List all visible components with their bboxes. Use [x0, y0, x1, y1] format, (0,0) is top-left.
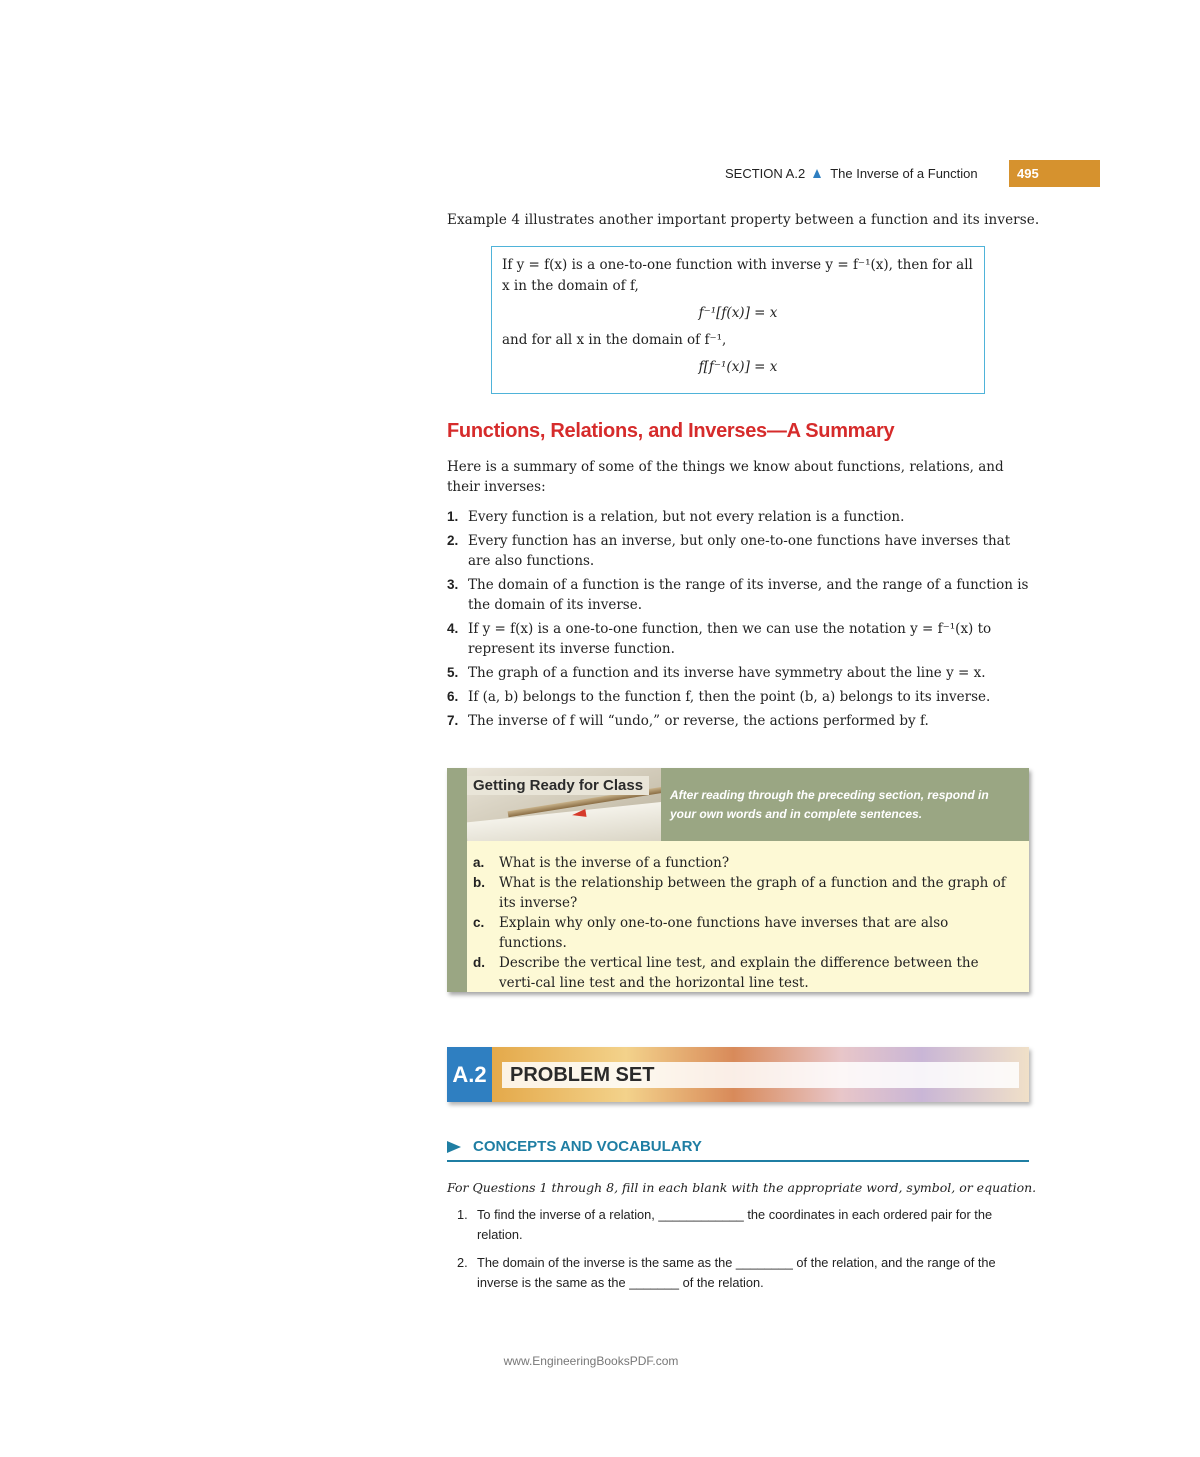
item-text: Every function is a relation, but not every relation is a function.	[468, 509, 905, 525]
summary-intro: Here is a summary of some of the things we know about functions, relations, and their inverses:	[447, 459, 1004, 495]
item-text: Every function has an inverse, but only one-to-one functions have inverses that are also functions.	[468, 533, 1011, 569]
concepts-heading	[447, 1133, 1029, 1162]
item-number: 5.	[447, 665, 459, 680]
problem-set-title: PROBLEM SET	[510, 1064, 655, 1086]
item-number: 4.	[447, 621, 459, 636]
list-item	[457, 1205, 1027, 1245]
list-item	[473, 873, 1029, 913]
item-number: 1.	[447, 509, 459, 524]
getting-ready-box	[447, 768, 1029, 992]
list-item	[447, 619, 1032, 659]
summary-heading: Functions, Relations, and Inverses—A Summary	[447, 420, 895, 442]
theorem-equation-2: f[f⁻¹(x)] = x	[698, 359, 778, 375]
instructions: For Questions 1 through 8, fill in each blank with the appropriate word, symbol, or equation.	[447, 1180, 1037, 1195]
item-text: The inverse of f will “undo,” or reverse, the actions performed by f.	[468, 713, 929, 729]
item-letter: c.	[473, 915, 485, 930]
getting-ready-title: Getting Ready for Class	[467, 776, 649, 795]
list-item	[473, 953, 1029, 993]
list-item	[447, 687, 1032, 707]
item-text: What is the relationship between the graph of a function and the graph of its inverse?	[499, 875, 1006, 911]
section-label: SECTION A.2	[725, 166, 806, 181]
item-number: 7.	[447, 713, 459, 728]
problem-text: The domain of the inverse is the same as the ________ of the relation, and the range of the inverse is the same as the _______ of the relation.	[477, 1255, 996, 1290]
item-text: The domain of a function is the range of its inverse, and the range of a function is the domain of its inverse.	[468, 577, 1029, 613]
list-item	[447, 575, 1032, 615]
page-number: 495	[1009, 160, 1100, 187]
concepts-heading-text: CONCEPTS AND VOCABULARY	[473, 1138, 702, 1155]
item-letter: b.	[473, 875, 485, 890]
item-number: 2.	[447, 533, 459, 548]
section-title: The Inverse of a Function	[830, 166, 978, 181]
problem-text: To find the inverse of a relation, ____________ the coordinates in each ordered pair for the relation.	[477, 1207, 993, 1242]
list-item	[447, 531, 1032, 571]
problem-number: 1.	[457, 1207, 468, 1222]
problem-list	[457, 1205, 1027, 1301]
item-text: Describe the vertical line test, and explain the difference between the verti-cal line test and the horizontal line test.	[499, 955, 979, 991]
list-item	[447, 711, 1032, 731]
theorem-box	[491, 246, 985, 394]
running-header	[725, 160, 1100, 187]
side-bar	[447, 841, 467, 992]
list-item	[457, 1253, 1027, 1293]
list-item	[447, 663, 1032, 683]
problem-number: 2.	[457, 1255, 468, 1270]
list-item	[473, 913, 1029, 953]
theorem-equation-1: f⁻¹[f(x)] = x	[698, 305, 778, 321]
intro-paragraph: Example 4 illustrates another important property between a function and its inverse.	[447, 212, 1040, 228]
theorem-line-2: and for all x in the domain of f⁻¹,	[502, 332, 727, 348]
getting-ready-body	[467, 841, 1029, 992]
list-item	[473, 853, 1029, 873]
item-letter: d.	[473, 955, 485, 970]
item-number: 3.	[447, 577, 459, 592]
problem-set-banner	[447, 1047, 1029, 1102]
item-text: If (a, b) belongs to the function f, then the point (b, a) belongs to its inverse.	[468, 689, 991, 705]
getting-ready-prompt: After reading through the preceding section, respond in your own words and in complete sentences.	[670, 788, 989, 821]
item-letter: a.	[473, 855, 485, 870]
theorem-line-1: If y = f(x) is a one-to-one function with inverse y = f⁻¹(x), then for all x in the domain of f,	[502, 257, 973, 294]
question-list	[473, 853, 1029, 993]
item-text: What is the inverse of a function?	[499, 855, 730, 871]
problem-set-code: A.2	[447, 1047, 492, 1102]
item-text: If y = f(x) is a one-to-one function, then we can use the notation y = f⁻¹(x) to represent its inverse function.	[468, 621, 992, 657]
footer-url: www.EngineeringBooksPDF.com	[503, 1354, 679, 1368]
triangle-icon	[813, 169, 821, 178]
summary-list	[447, 507, 1032, 735]
item-text: The graph of a function and its inverse have symmetry about the line y = x.	[468, 665, 986, 681]
item-number: 6.	[447, 689, 459, 704]
list-item	[447, 507, 1032, 527]
item-text: Explain why only one-to-one functions have inverses that are also functions.	[499, 915, 949, 951]
arrow-right-icon	[447, 1141, 461, 1153]
